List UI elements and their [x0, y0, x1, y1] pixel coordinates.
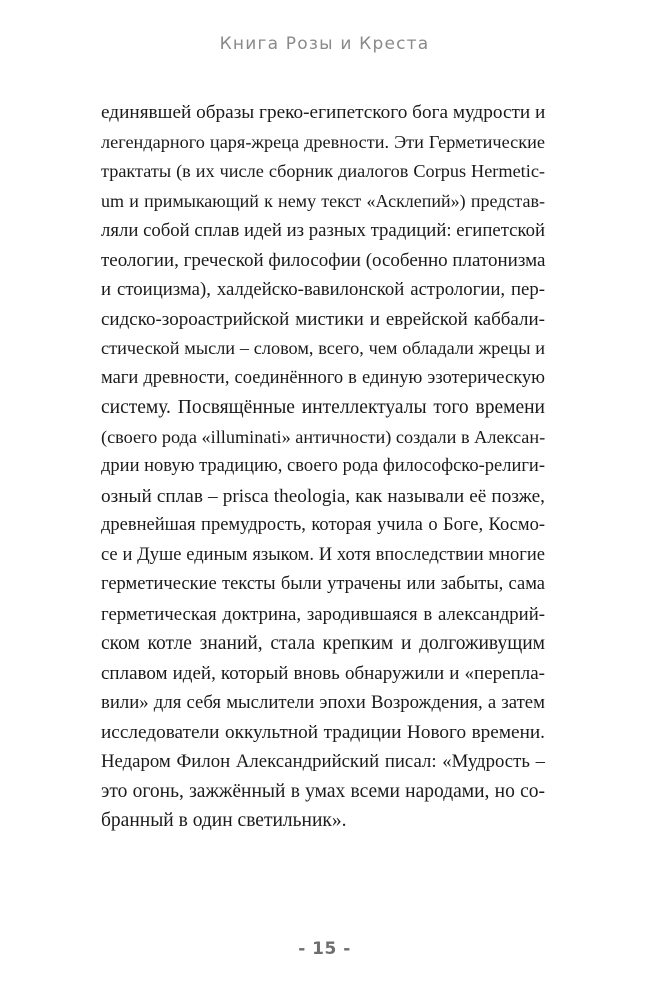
- text-line: дрии новую традицию, своего рода философско-религи-: [101, 456, 545, 476]
- text-line: um и примыкающий к нему текст «Асклепий») представ-: [101, 190, 545, 211]
- page-number: - 15 -: [298, 939, 351, 959]
- text-line: ском котле знаний, стала крепким и долгоживущим: [101, 633, 545, 654]
- text-line: легендарного царя-жреца древности. Эти Герметические: [101, 131, 545, 152]
- text-line: ляли собой сплав идей из разных традиций: египетской: [101, 220, 545, 241]
- body-text: [101, 98, 545, 836]
- running-header: Книга Розы и Креста: [219, 34, 430, 54]
- text-line: сидско-зороастрийской мистики и еврейской каббали-: [101, 308, 545, 330]
- text-line: Недаром Филон Александрийский писал: «Мудрость –: [101, 751, 545, 772]
- text-line: (своего рода «illuminati» античности) создали в Алексан-: [101, 426, 546, 447]
- text-line: маги древности, соединённого в единую эзотерическую: [101, 367, 545, 388]
- text-line: и стоицизма), халдейско-вавилонской астрологии, пер-: [101, 279, 545, 300]
- text-line: герметические тексты были утрачены или забыты, сама: [101, 574, 545, 594]
- text-line: единявшей образы греко-египетского бога мудрости и: [101, 102, 546, 123]
- text-line: это огонь, зажжённый в умах всеми народами, но со-: [101, 780, 545, 802]
- text-line: се и Душе единым языком. И хотя впоследствии многие: [101, 544, 545, 565]
- text-line: вили» для себя мыслители эпохи Возрождения, а затем: [101, 692, 545, 713]
- text-line: теологии, греческой философии (особенно платонизма: [101, 249, 546, 271]
- text-line: сплавом идей, который вновь обнаружили и «перепла-: [101, 662, 545, 684]
- text-line: бранный в один светильник».: [101, 810, 347, 831]
- text-line: герметическая доктрина, зародившаяся в александрий-: [101, 603, 545, 625]
- text-line: древнейшая премудрость, которая учила о Боге, Космо-: [101, 515, 545, 535]
- text-line: трактаты (в их числе сборник диалогов Corpus Hermetic-: [101, 161, 545, 181]
- text-line: систему. Посвящённые интеллектуалы того времени: [101, 397, 545, 418]
- text-line: стической мысли – словом, всего, чем обладали жрецы и: [101, 338, 545, 358]
- text-line: озный сплав – prisca theologia, как называли её позже,: [101, 485, 545, 507]
- text-line: исследователи оккультной традиции Нового времени.: [101, 721, 545, 743]
